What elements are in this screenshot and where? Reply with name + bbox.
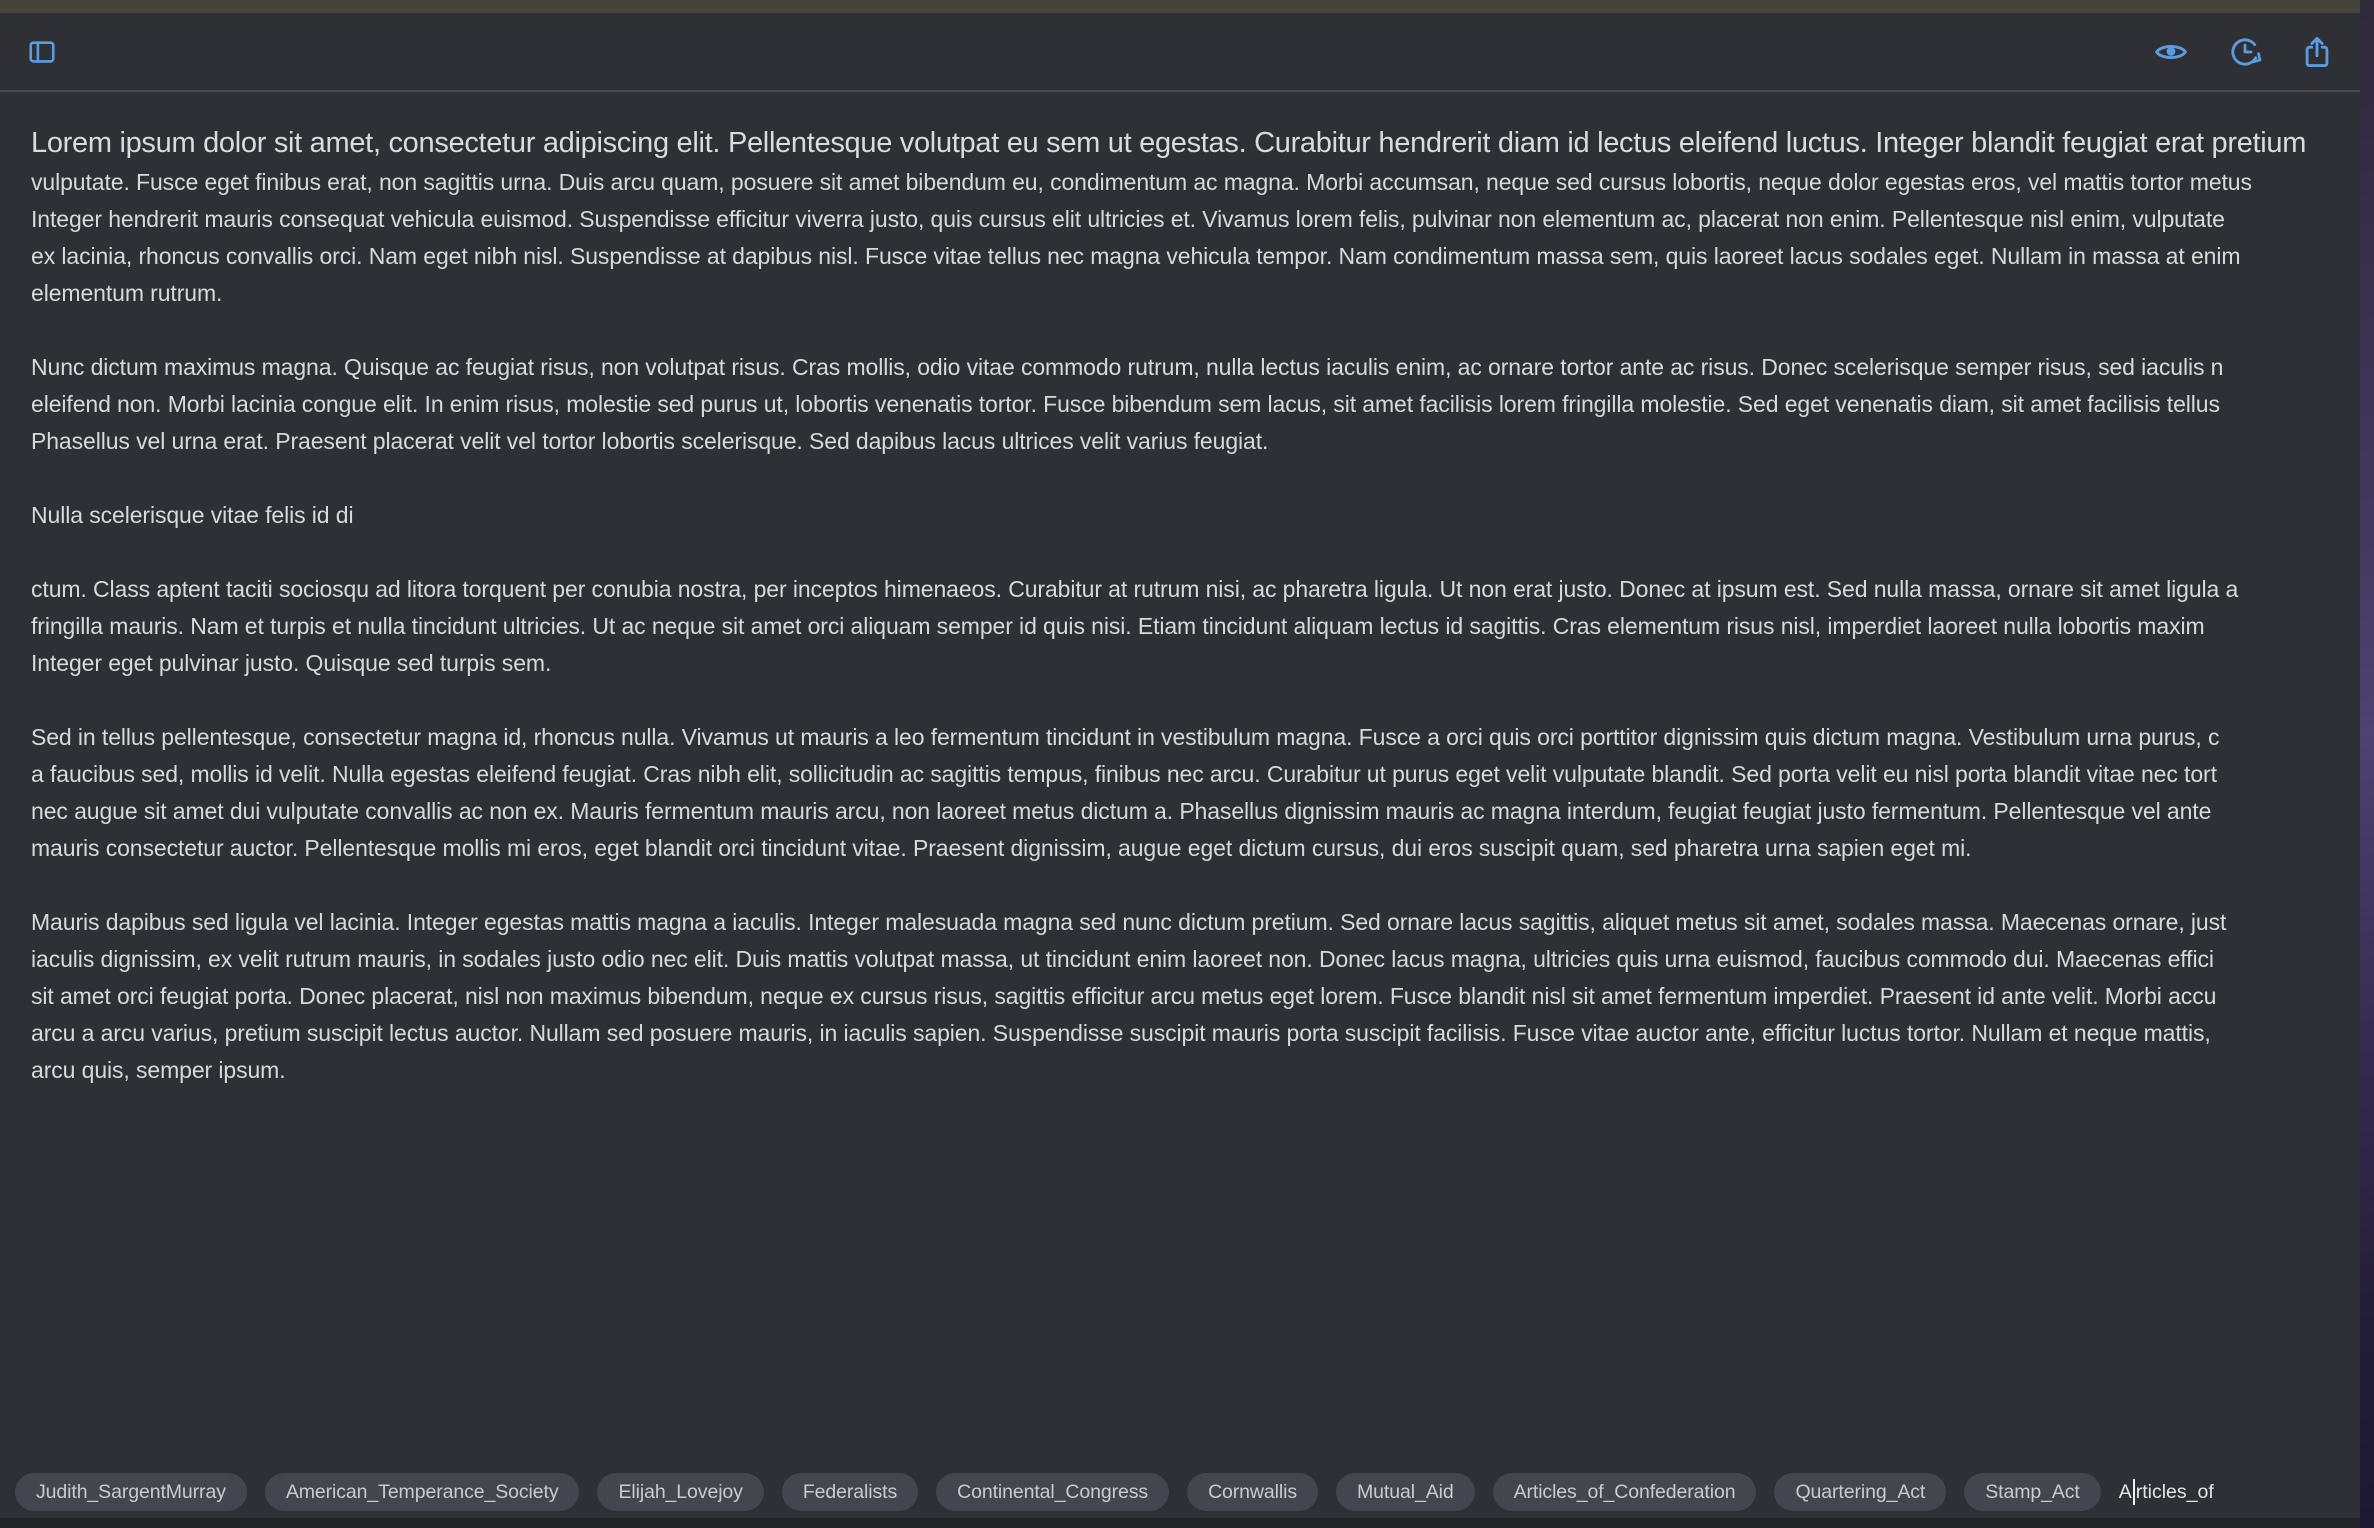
tag-pill[interactable]: Cornwallis: [1187, 1473, 1318, 1511]
text-line: a faucibus sed, mollis id velit. Nulla egestas eleifend feugiat. Cras nibh elit, sollicitudin ac sagittis tempus, finibus nec arcu. Curabitur ut purus eget velit vulputate blandit. Sed porta velit eu nisl porta blandit vitae nec tort: [31, 761, 2217, 787]
paragraph: [31, 719, 2360, 867]
text-line: ex lacinia, rhoncus convallis orci. Nam eget nibh nisl. Suspendisse at dapibus nisl. Fusce vitae tellus nec magna vehicula tempor. Nam condimentum massa sem, quis laoreet lacus sodales eget. Nullam in massa at enim: [31, 243, 2241, 269]
text-line: ctum. Class aptent taciti sociosqu ad litora torquent per conubia nostra, per inceptos himenaeos. Curabitur at rutrum nisi, ac pharetra ligula. Ut non erat justo. Donec at ipsum est. Sed nulla massa, ornare sit amet ligula a: [31, 576, 2239, 602]
preview-button[interactable]: [2152, 35, 2190, 69]
text-caret: [2133, 1479, 2135, 1505]
text-line: elementum rutrum.: [31, 280, 223, 306]
text-line: sit amet orci feugiat porta. Donec placerat, nisl non maximus bibendum, neque ex cursus risus, sagittis efficitur arcu metus eget lorem. Fusce blandit nisl sit amet fermentum imperdiet. Praesent id ante velit. Morbi accu: [31, 983, 2217, 1009]
tag-pill[interactable]: American_Temperance_Society: [265, 1473, 580, 1511]
text-line: Sed in tellus pellentesque, consectetur magna id, rhoncus nulla. Vivamus ut mauris a leo fermentum tincidunt in vestibulum magna. Fusce a orci quis orci porttitor dignissim quis dictum magna. Vestibulum urna purus, c: [31, 724, 2220, 750]
tag-input-text-before: A: [2118, 1480, 2132, 1503]
share-icon: [2300, 35, 2334, 69]
document-editor[interactable]: [0, 92, 2360, 1466]
toolbar: [0, 13, 2360, 92]
tag-input[interactable]: [2119, 1479, 2214, 1505]
eye-icon: [2152, 35, 2190, 69]
tag-pill[interactable]: Quartering_Act: [1774, 1473, 1946, 1511]
paragraph: [31, 122, 2360, 312]
paragraph: [31, 497, 2360, 534]
paragraph: [31, 349, 2360, 460]
text-line: vulputate. Fusce eget finibus erat, non sagittis urna. Duis arcu quam, posuere sit amet bibendum eu, condimentum ac magna. Morbi accumsan, neque sed cursus lobortis, neque dolor egestas eros, vel mattis tortor metus: [31, 169, 2252, 195]
text-line: arcu quis, semper ipsum.: [31, 1057, 286, 1083]
paragraph: [31, 904, 2360, 1089]
tag-input-text-after: rticles_of: [2135, 1480, 2214, 1503]
text-line: eleifend non. Morbi lacinia congue elit. In enim risus, molestie sed purus ut, lobortis venenatis tortor. Fusce bibendum sem lacus, sit amet facilisis lorem fringilla molestie. Sed eget venenatis diam, sit amet facilisis tellus: [31, 391, 2220, 417]
sidebar-toggle-icon: [26, 37, 58, 67]
text-line: fringilla mauris. Nam et turpis et nulla tincidunt ultricies. Ut ac neque sit amet orci aliquam semper id quis nisi. Etiam tincidunt aliquam lectus id sagittis. Cras elementum risus nisl, imperdiet laoreet nulla lobortis maxim: [31, 613, 2205, 639]
history-button[interactable]: [2227, 35, 2263, 69]
text-line: Mauris dapibus sed ligula vel lacinia. Integer egestas mattis magna a iaculis. Integer malesuada magna sed nunc dictum pretium. Sed ornare lacus sagittis, aliquet metus sit amet, sodales massa. Maecenas ornare, just: [31, 909, 2227, 935]
tag-pill[interactable]: Articles_of_Confederation: [1493, 1473, 1757, 1511]
desktop-wallpaper-strip: [2360, 0, 2374, 1528]
toolbar-right-group: [2152, 35, 2334, 69]
text-line: mauris consectetur auctor. Pellentesque mollis mi eros, eget blandit orci tincidunt vitae. Praesent dignissim, augue eget dictum cursus, dui eros suscipit quam, sed pharetra urna sapien eget mi.: [31, 835, 1972, 861]
document-body: [31, 122, 2360, 1089]
text-line: Integer hendrerit mauris consequat vehicula euismod. Suspendisse efficitur viverra justo, quis cursus elit ultricies et. Vivamus lorem felis, pulvinar non elementum ac, placerat non enim. Pellentesque nisl enim, vulputate: [31, 206, 2225, 232]
history-icon: [2227, 35, 2263, 69]
tag-pill[interactable]: Stamp_Act: [1964, 1473, 2100, 1511]
tag-pill[interactable]: Mutual_Aid: [1336, 1473, 1475, 1511]
text-line: iaculis dignissim, ex velit rutrum mauris, in sodales justo odio nec elit. Duis mattis volutpat massa, ut tincidunt enim laoreet non. Donec lacus magna, ultricies quis urna euismod, faucibus commodo dui. Maecenas effici: [31, 946, 2214, 972]
menubar-strip: [0, 0, 2360, 13]
sidebar-toggle-button[interactable]: [26, 37, 58, 67]
text-line: Nunc dictum maximus magna. Quisque ac feugiat risus, non volutpat risus. Cras mollis, odio vitae commodo rutrum, nulla lectus iaculis enim, ac ornare tortor ante ac risus. Donec scelerisque semper risus, sed iaculis n: [31, 354, 2224, 380]
paragraph: [31, 571, 2360, 682]
tag-pill[interactable]: Elijah_Lovejoy: [597, 1473, 763, 1511]
text-line: Integer eget pulvinar justo. Quisque sed turpis sem.: [31, 650, 552, 676]
document-title-line: Lorem ipsum dolor sit amet, consectetur adipiscing elit. Pellentesque volutpat eu sem ut egestas. Curabitur hendrerit diam id lectus eleifend luctus. Integer blandit feugiat erat pretium: [31, 127, 2307, 159]
tag-pill[interactable]: Federalists: [782, 1473, 918, 1511]
text-line: Phasellus vel urna erat. Praesent placerat velit vel tortor lobortis scelerisque. Sed dapibus lacus ultrices velit varius feugiat.: [31, 428, 1269, 454]
tag-bar: [0, 1466, 2360, 1518]
notes-window: [0, 13, 2360, 1518]
text-line: nec augue sit amet dui vulputate convallis ac non ex. Mauris fermentum mauris arcu, non laoreet metus dictum a. Phasellus dignissim mauris ac magna interdum, feugiat feugiat justo fermentum. Pellentesque vel ante: [31, 798, 2212, 824]
tag-pill[interactable]: Judith_SargentMurray: [15, 1473, 247, 1511]
share-button[interactable]: [2300, 35, 2334, 69]
text-line: arcu a arcu varius, pretium suscipit lectus auctor. Nullam sed posuere mauris, in iaculis sapien. Suspendisse suscipit mauris porta suscipit facilisis. Fusce vitae auctor ante, efficitur luctus tortor. Nullam et neque mattis,: [31, 1020, 2211, 1046]
tag-pill[interactable]: Continental_Congress: [936, 1473, 1169, 1511]
text-line: Nulla scelerisque vitae felis id di: [31, 502, 354, 528]
